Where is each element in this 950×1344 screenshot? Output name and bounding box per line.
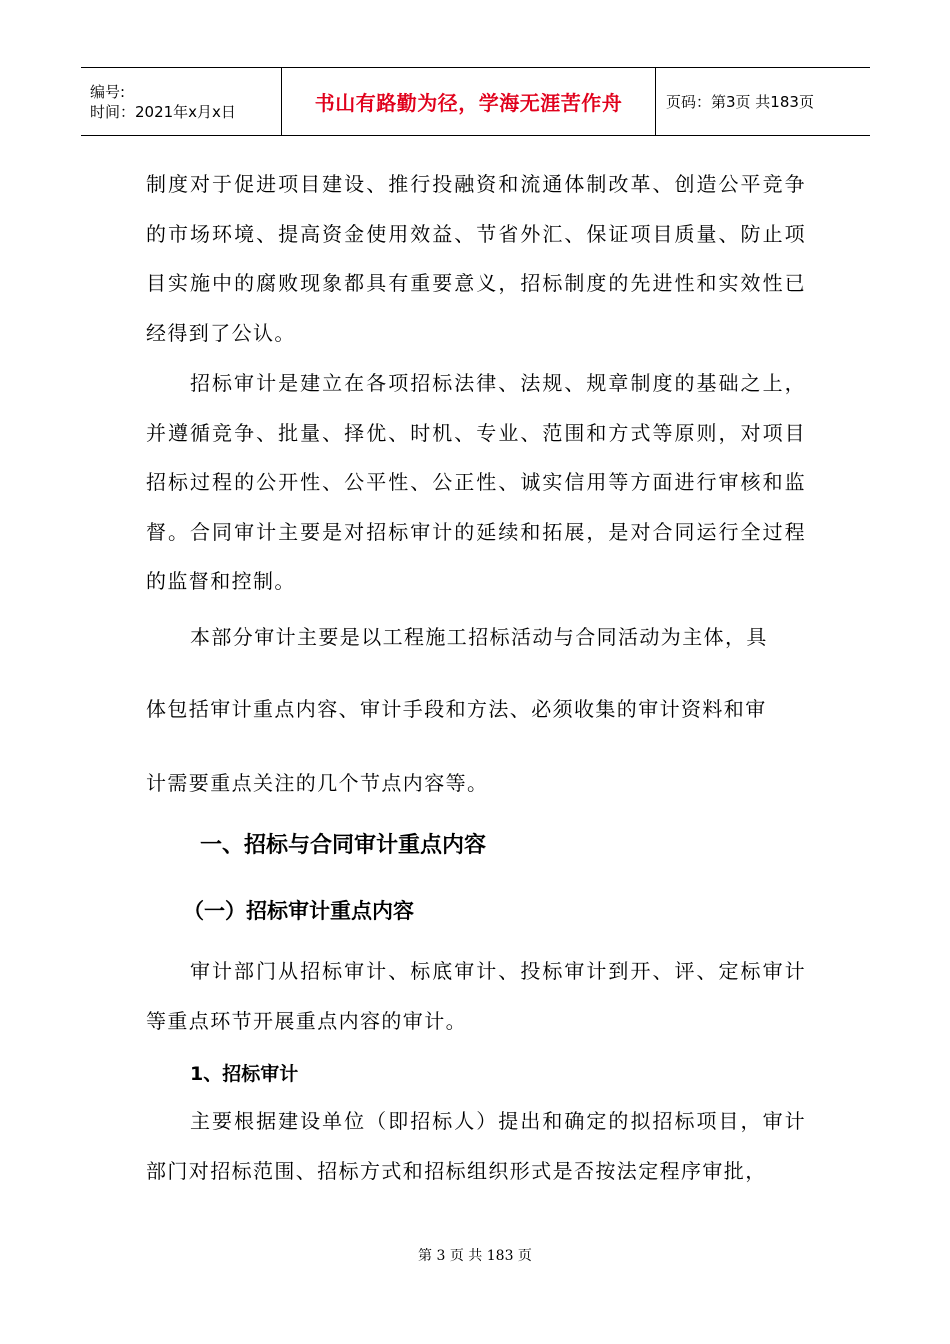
paragraph-3-line-3: 计需要重点关注的几个节点内容等。 <box>146 771 489 795</box>
number-label: 编号: <box>90 82 126 101</box>
header-page-info: 页码：第3页 共183页 <box>666 93 814 111</box>
paragraph-4: 审计部门从招标审计、标底审计、投标审计到开、评、定标审计等重点环节开展重点内容的审计。 <box>146 959 806 1033</box>
paragraph-1: 制度对于促进项目建设、推行投融资和流通体制改革、创造公平竞争的市场环境、提高资金使用效益、节省外汇、保证项目质量、防止项目实施中的腐败现象都具有重要意义，招标制度的先进性和实效性已经得到了公认。 <box>146 172 806 345</box>
header-meta <box>81 68 282 135</box>
page-footer: 第 3 页 共 183 页 <box>418 1248 532 1264</box>
header-motto: 书山有路勤为径，学海无涯苦作舟 <box>314 91 623 115</box>
subsection-heading: （一）招标审计重点内容 <box>183 899 414 923</box>
paragraph-3-line-2: 体包括审计重点内容、审计手段和方法、必须收集的审计资料和审 <box>146 697 767 721</box>
date-line: 时间：2021年x月x日 <box>90 102 236 121</box>
item-heading: 1、招标审计 <box>190 1063 299 1085</box>
page-header <box>81 67 870 136</box>
paragraph-3-line-1: 本部分审计主要是以工程施工招标活动与合同活动为主体，具 <box>190 625 768 649</box>
header-motto-cell <box>282 68 656 135</box>
section-heading: 一、招标与合同审计重点内容 <box>200 833 487 858</box>
paragraph-2: 招标审计是建立在各项招标法律、法规、规章制度的基础之上，并遵循竞争、批量、择优、时机、专业、范围和方式等原则，对项目招标过程的公开性、公平性、公正性、诚实信用等方面进行审核和监督。合同审计主要是对招标审计的延续和拓展，是对合同运行全过程的监督和控制。 <box>146 371 806 593</box>
paragraph-5: 主要根据建设单位（即招标人）提出和确定的拟招标项目，审计部门对招标范围、招标方式和招标组织形式是否按法定程序审批， <box>146 1109 806 1183</box>
